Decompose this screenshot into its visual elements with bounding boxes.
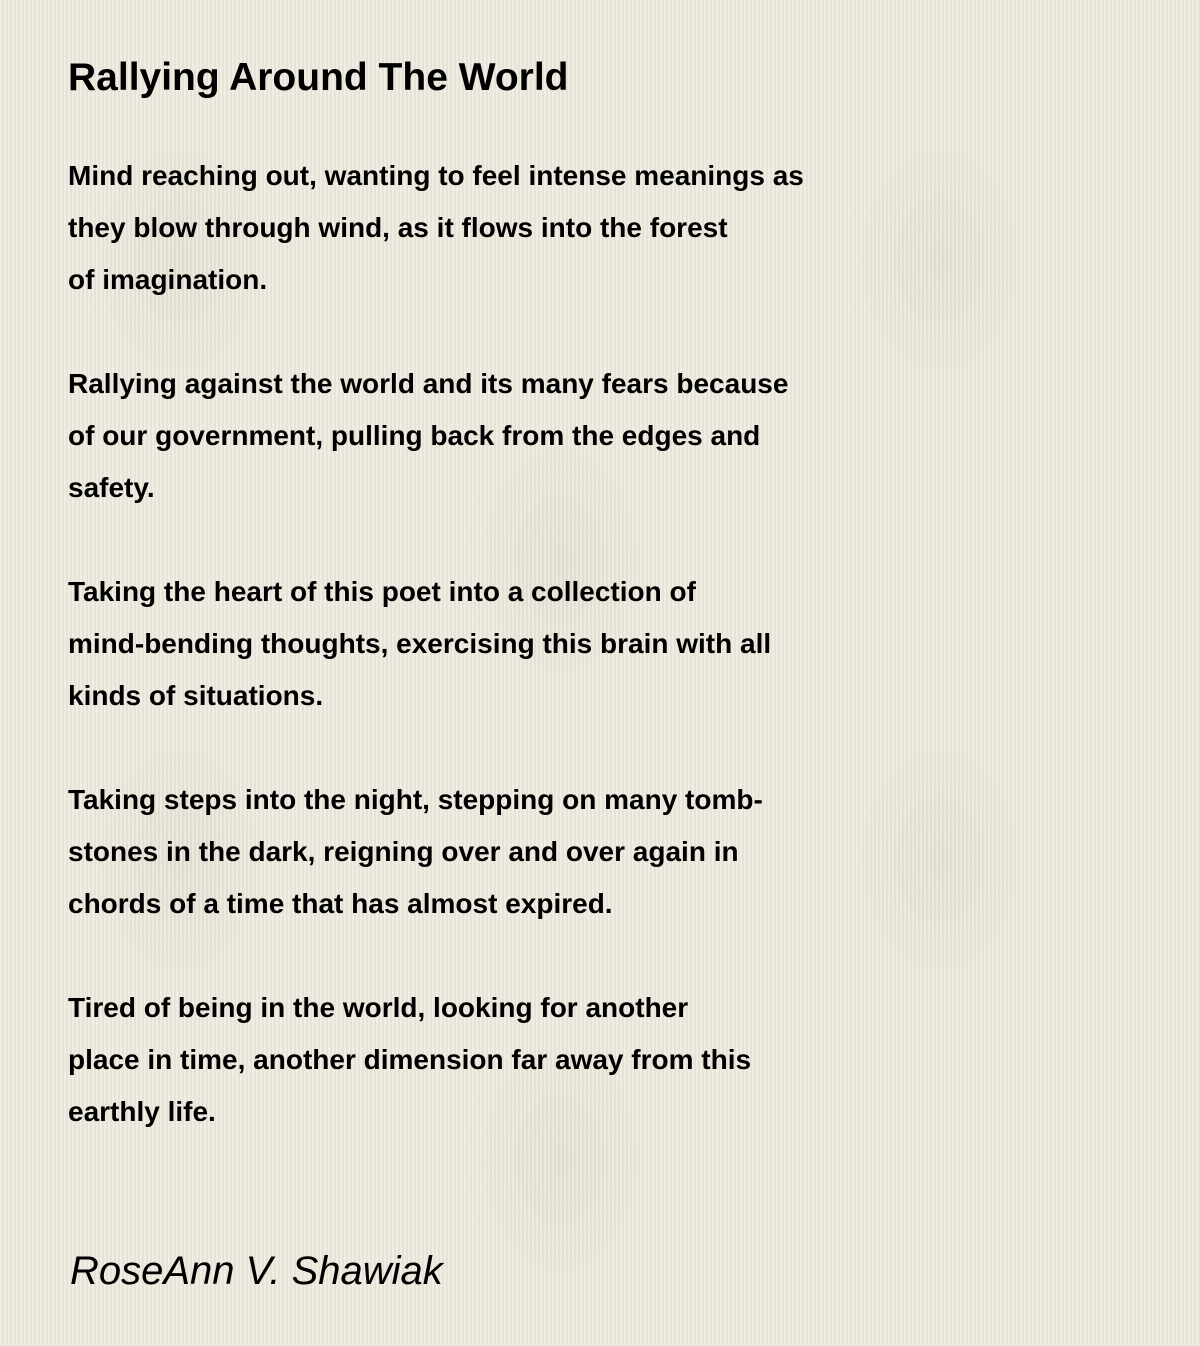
poem-line: Taking steps into the night, stepping on many tomb-	[68, 784, 763, 815]
poem-line: of our government, pulling back from the edges and	[68, 420, 761, 451]
poem-line: kinds of situations.	[68, 680, 324, 711]
poem-line: mind-bending thoughts, exercising this brain with all	[68, 628, 772, 659]
poem-line: they blow through wind, as it flows into the forest	[68, 212, 728, 243]
stanza-5	[68, 982, 1068, 1138]
stanza-4	[68, 774, 1068, 930]
poem-line: of imagination.	[68, 264, 268, 295]
poem-line: Taking the heart of this poet into a collection of	[68, 576, 696, 607]
poem-line: safety.	[68, 472, 155, 503]
poem-title: Rallying Around The World	[68, 56, 569, 99]
poem-line: Mind reaching out, wanting to feel intense meanings as	[68, 160, 804, 191]
poem-line: place in time, another dimension far away from this	[68, 1044, 752, 1075]
poem-line: chords of a time that has almost expired.	[68, 888, 613, 919]
stanza-2	[68, 358, 1068, 514]
poem-line: stones in the dark, reigning over and over again in	[68, 836, 739, 867]
poem-author: RoseAnn V. Shawiak	[70, 1249, 443, 1293]
poem-line: Rallying against the world and its many fears because	[68, 368, 789, 399]
poem-line: Tired of being in the world, looking for another	[68, 992, 689, 1023]
poem-body	[68, 150, 1068, 1190]
stanza-3	[68, 566, 1068, 722]
stanza-1	[68, 150, 1068, 306]
poem-line: earthly life.	[68, 1096, 216, 1127]
